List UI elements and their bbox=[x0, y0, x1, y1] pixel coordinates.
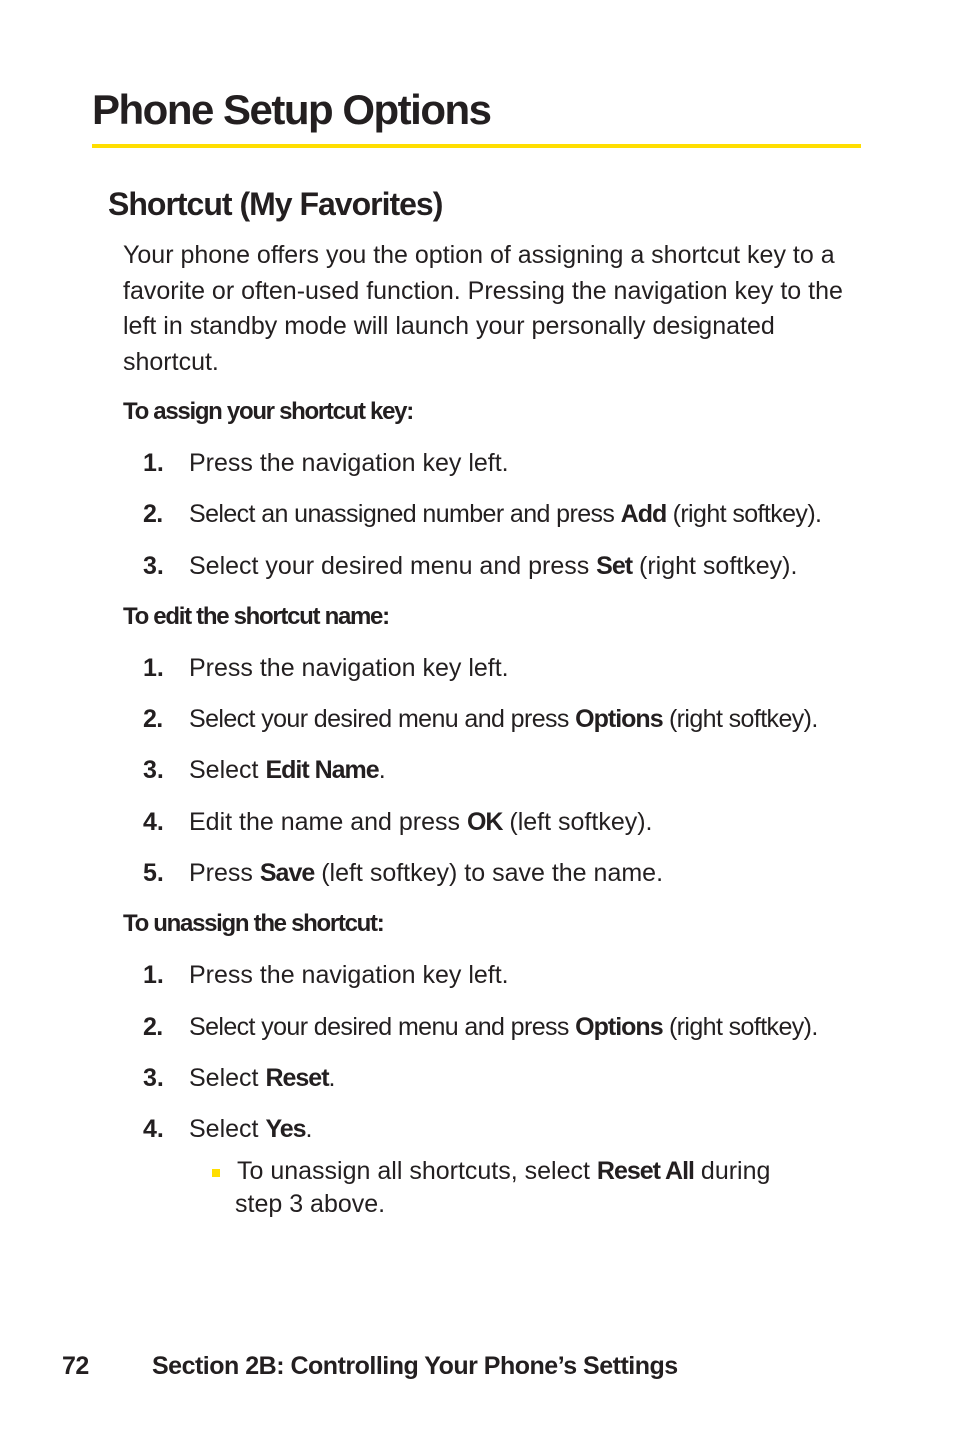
step-text: Select an unassigned number and press bbox=[189, 500, 621, 528]
step-text: Edit the name and press bbox=[189, 808, 467, 836]
step-number: 5. bbox=[143, 859, 164, 887]
footer-section-title: Section 2B: Controlling Your Phone’s Settings bbox=[152, 1352, 678, 1380]
step-text-end: . bbox=[378, 756, 386, 784]
note-key-name: Reset All bbox=[596, 1157, 694, 1185]
step-key-name: Edit Name bbox=[265, 756, 379, 784]
note-bullet bbox=[211, 1155, 831, 1221]
step-text-end: (right softkey). bbox=[662, 705, 818, 733]
step-key-name: Set bbox=[596, 552, 633, 580]
step-number: 2. bbox=[143, 1013, 163, 1041]
note-text: To unassign all shortcuts, select bbox=[237, 1157, 597, 1185]
step-text: Select bbox=[189, 1064, 266, 1092]
step-text-end: (right softkey). bbox=[666, 500, 822, 528]
step-number: 1. bbox=[143, 654, 164, 682]
step-number: 1. bbox=[143, 961, 164, 989]
step-text: Press bbox=[189, 859, 260, 887]
section-heading: Shortcut (My Favorites) bbox=[108, 186, 443, 222]
step-number: 1. bbox=[143, 449, 164, 477]
unassign-heading: To unassign the shortcut: bbox=[123, 910, 384, 937]
step-text-end: (right softkey). bbox=[632, 552, 798, 580]
step-key-name: Options bbox=[575, 1013, 663, 1041]
step-key-name: OK bbox=[466, 808, 503, 836]
step-key-name: Add bbox=[620, 500, 667, 528]
title-rule bbox=[92, 144, 861, 148]
step-text: Press the navigation key left. bbox=[189, 449, 509, 477]
step-key-name: Reset bbox=[265, 1064, 329, 1092]
edit-heading: To edit the shortcut name: bbox=[123, 603, 389, 630]
step-number: 3. bbox=[143, 1064, 164, 1092]
page-title: Phone Setup Options bbox=[92, 86, 491, 133]
step-number: 2. bbox=[143, 500, 163, 528]
step-text: Press the navigation key left. bbox=[189, 654, 509, 682]
step-text: Press the navigation key left. bbox=[189, 961, 509, 989]
bullet-square-icon bbox=[212, 1169, 220, 1177]
step-text: Select bbox=[189, 1115, 266, 1143]
step-text: Select your desired menu and press bbox=[189, 552, 597, 580]
note-text-end: during bbox=[693, 1157, 771, 1185]
step-key-name: Options bbox=[575, 705, 663, 733]
step-text: Select your desired menu and press bbox=[189, 705, 576, 733]
step-text-end: . bbox=[305, 1115, 313, 1143]
step-text-end: (right softkey). bbox=[662, 1013, 818, 1041]
step-key-name: Save bbox=[259, 859, 315, 887]
intro-paragraph: Your phone offers you the option of assigning a shortcut key to a favorite or often-used function. Pressing the navigation key to the left in standby mode will launch your personally designated shortcut. bbox=[123, 241, 843, 376]
assign-heading: To assign your shortcut key: bbox=[123, 398, 413, 425]
step-text-end: . bbox=[328, 1064, 336, 1092]
step-text-end: (left softkey). bbox=[502, 808, 653, 836]
step-number: 3. bbox=[143, 756, 164, 784]
step-key-name: Yes bbox=[265, 1115, 306, 1143]
step-number: 3. bbox=[143, 552, 164, 580]
step-number: 2. bbox=[143, 705, 163, 733]
step-text: Select bbox=[189, 756, 266, 784]
step-number: 4. bbox=[143, 808, 164, 836]
step-text: Select your desired menu and press bbox=[189, 1013, 576, 1041]
step-text-end: (left softkey) to save the name. bbox=[314, 859, 664, 887]
note-text-line2: step 3 above. bbox=[235, 1190, 386, 1218]
step-number: 4. bbox=[143, 1115, 164, 1143]
page-number: 72 bbox=[62, 1352, 89, 1380]
